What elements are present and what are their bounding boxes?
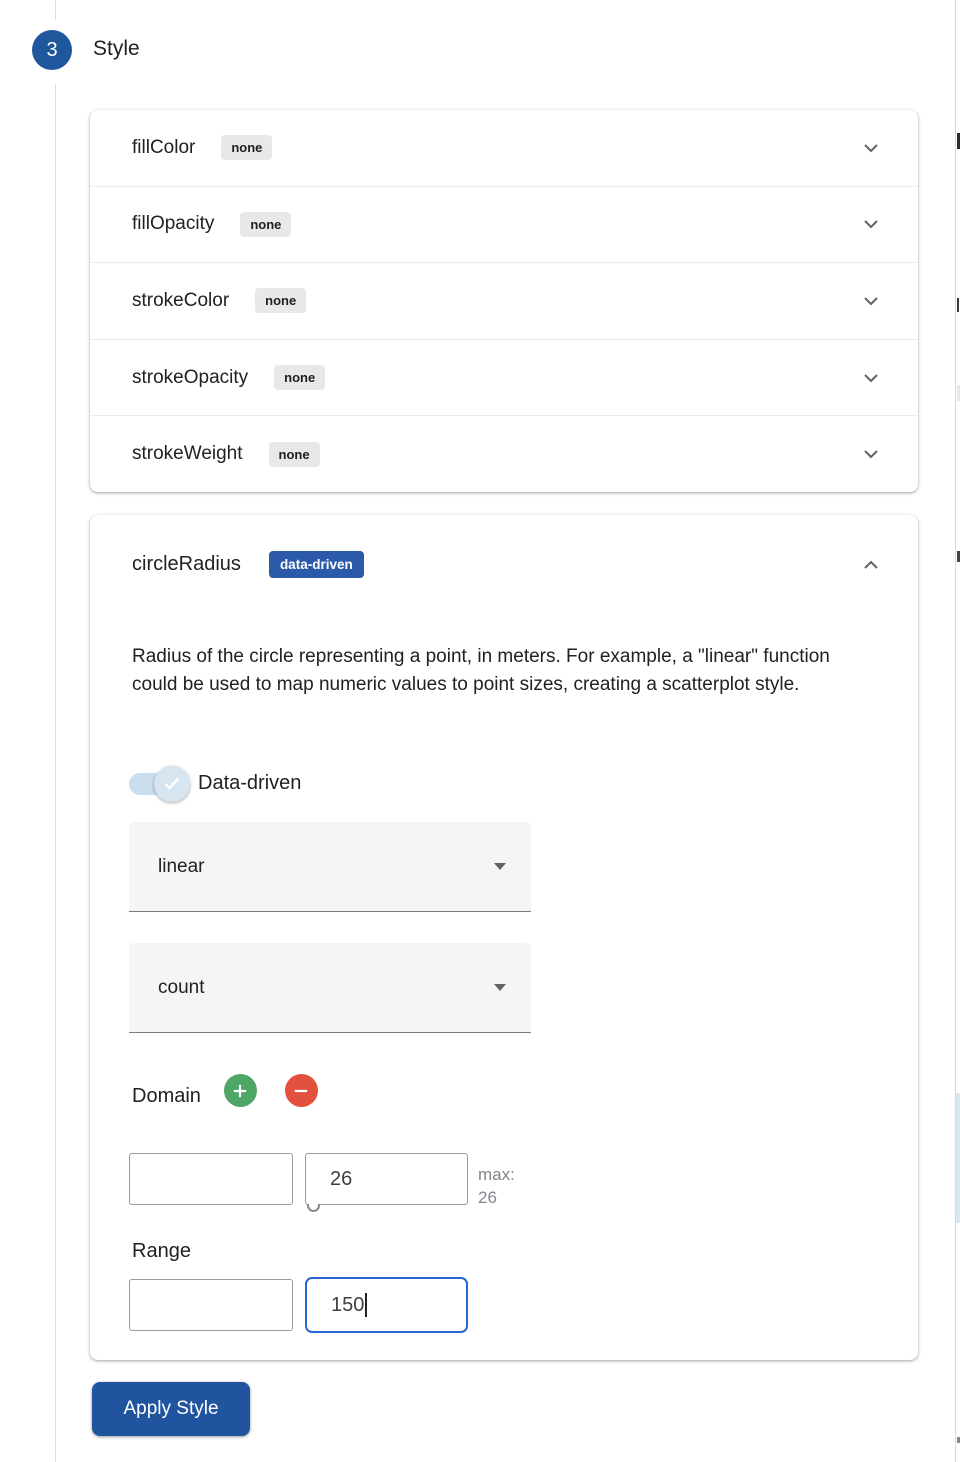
remove-domain-stop-button[interactable] <box>285 1074 318 1107</box>
chevron-down-icon[interactable] <box>858 211 884 237</box>
status-badge: none <box>221 135 272 160</box>
status-badge: none <box>274 365 325 390</box>
toggle-label: Data-driven <box>198 772 302 794</box>
circleradius-header[interactable] <box>90 515 918 578</box>
data-driven-badge: data-driven <box>269 551 364 578</box>
chevron-down-icon[interactable] <box>858 365 884 391</box>
chevron-down-icon[interactable] <box>858 135 884 161</box>
data-driven-toggle[interactable] <box>129 773 185 795</box>
property-label: strokeColor <box>132 289 230 311</box>
property-description: Radius of the circle representing a point, in meters. For example, a "linear" function could be used to map numeric values to point sizes, creating a scatterplot style. <box>132 646 830 695</box>
range-max-value: 150 <box>331 1293 365 1316</box>
stepper-connector-line <box>55 0 56 20</box>
step-title: Style <box>93 37 140 60</box>
minus-icon <box>292 1082 310 1100</box>
property-row-strokeopacity[interactable] <box>90 340 918 417</box>
step-number-badge <box>32 30 72 70</box>
clipped-right-content <box>957 298 959 312</box>
input-corner-artifact <box>307 1204 320 1212</box>
toggle-thumb-check-icon <box>154 766 190 802</box>
chevron-down-icon[interactable] <box>858 288 884 314</box>
property-row-strokecolor[interactable] <box>90 263 918 340</box>
step-number: 3 <box>46 38 58 61</box>
right-panel-divider <box>955 0 956 1462</box>
domain-min-input[interactable] <box>129 1153 293 1205</box>
data-driven-toggle-row <box>129 772 301 795</box>
property-label: fillOpacity <box>132 213 215 235</box>
plus-icon <box>231 1082 249 1100</box>
range-label: Range <box>132 1240 191 1262</box>
field-select-value: count <box>158 976 205 998</box>
dropdown-caret-icon <box>494 984 506 991</box>
status-badge: none <box>255 288 306 313</box>
chevron-down-icon[interactable] <box>858 441 884 467</box>
domain-max-hint <box>478 1163 538 1209</box>
dropdown-caret-icon <box>494 863 506 870</box>
function-select[interactable] <box>129 822 531 912</box>
apply-style-button[interactable]: Apply Style <box>92 1382 250 1436</box>
status-badge: none <box>269 442 320 467</box>
max-hint-label: max: <box>478 1165 515 1184</box>
text-cursor <box>365 1293 367 1317</box>
range-max-input-focused[interactable] <box>305 1277 468 1333</box>
chevron-up-icon[interactable] <box>858 552 884 578</box>
status-badge: none <box>240 212 291 237</box>
style-properties-card <box>90 110 918 492</box>
field-select[interactable] <box>129 943 531 1033</box>
add-domain-stop-button[interactable] <box>224 1074 257 1107</box>
property-label: circleRadius <box>132 553 241 575</box>
domain-section <box>132 1085 318 1108</box>
domain-max-value: 26 <box>330 1167 353 1190</box>
property-row-strokeweight[interactable] <box>90 416 918 492</box>
property-row-fillopacity[interactable] <box>90 187 918 264</box>
property-label: fillColor <box>132 136 196 158</box>
max-hint-value: 26 <box>478 1188 497 1207</box>
range-min-input[interactable] <box>129 1279 293 1331</box>
domain-max-input[interactable] <box>305 1153 468 1205</box>
clipped-right-content <box>956 1093 960 1223</box>
stepper-connector-line <box>55 84 56 1462</box>
circleradius-card <box>90 515 918 1360</box>
domain-label: Domain <box>132 1085 201 1107</box>
property-label: strokeWeight <box>132 443 243 465</box>
function-select-value: linear <box>158 855 205 877</box>
property-label: strokeOpacity <box>132 366 249 388</box>
property-row-fillcolor[interactable] <box>90 110 918 187</box>
